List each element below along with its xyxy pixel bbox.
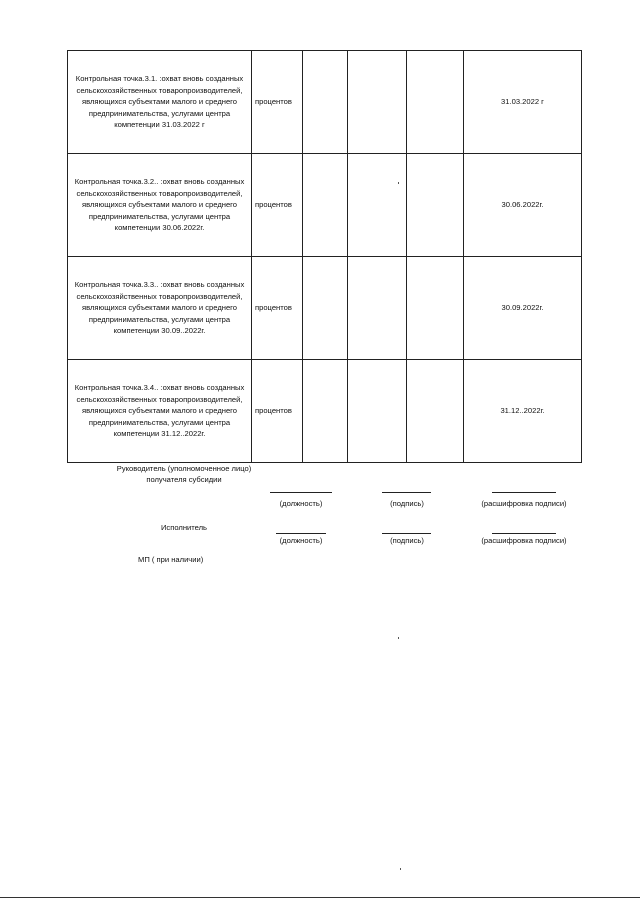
unit-cell: процентов	[252, 257, 303, 360]
head-label: Руководитель (уполномоченное лицо) получателя субсидии	[116, 464, 252, 484]
empty-cell	[348, 51, 407, 154]
decoding-caption: (расшифровка подписи)	[481, 536, 567, 545]
empty-cell	[303, 360, 348, 463]
empty-cell	[407, 257, 464, 360]
unit-cell: процентов	[252, 154, 303, 257]
date-cell: 31.03.2022 г	[464, 51, 582, 154]
position-caption: (должность)	[279, 536, 323, 545]
empty-cell	[407, 360, 464, 463]
table-row	[68, 360, 582, 463]
empty-cell	[303, 257, 348, 360]
unit-cell: процентов	[252, 51, 303, 154]
signature-caption: (подпись)	[390, 499, 424, 508]
decoding-line	[492, 533, 556, 534]
date-cell: 31.12..2022г.	[464, 360, 582, 463]
empty-cell	[407, 51, 464, 154]
empty-cell	[348, 360, 407, 463]
decoding-caption: (расшифровка подписи)	[481, 499, 567, 508]
empty-cell	[303, 51, 348, 154]
control-point-name: Контрольная точка.3.1. :охват вновь созданных сельскохозяйственных товаропроизводителей, являющихся субъектами малого и среднего предпринимательства, услугами центра компетенции 31.03.2022 г	[68, 51, 252, 154]
table-row	[68, 154, 582, 257]
position-line	[270, 492, 332, 493]
control-point-name: Контрольная точка.3.3.. :охват вновь созданных сельскохозяйственных товаропроизводителей, являющихся субъектами малого и среднего предпринимательства, услугами центра компетенции 30.09..2022г.	[68, 257, 252, 360]
scan-speck	[398, 182, 399, 184]
scan-speck	[400, 868, 401, 870]
executor-label: Исполнитель	[160, 523, 208, 532]
empty-cell	[407, 154, 464, 257]
table-row	[68, 51, 582, 154]
table-row	[68, 257, 582, 360]
position-line	[276, 533, 326, 534]
scan-speck	[398, 637, 399, 639]
bottom-edge-line	[0, 897, 640, 898]
date-cell: 30.06.2022г.	[464, 154, 582, 257]
decoding-line	[492, 492, 556, 493]
date-cell: 30.09.2022г.	[464, 257, 582, 360]
unit-cell: процентов	[252, 360, 303, 463]
signature-line	[382, 492, 431, 493]
empty-cell	[303, 154, 348, 257]
empty-cell	[348, 154, 407, 257]
empty-cell	[348, 257, 407, 360]
control-points-table	[67, 50, 582, 463]
signature-line	[382, 533, 431, 534]
stamp-label: МП ( при наличии)	[138, 555, 204, 564]
signature-caption: (подпись)	[390, 536, 424, 545]
position-caption: (должность)	[279, 499, 323, 508]
control-point-name: Контрольная точка.3.2.. :охват вновь созданных сельскохозяйственных товаропроизводителей, являющихся субъектами малого и среднего предпринимательства, услугами центра компетенции 30.06.2022г.	[68, 154, 252, 257]
control-point-name: Контрольная точка.3.4.. :охват вновь созданных сельскохозяйственных товаропроизводителей, являющихся субъектами малого и среднего предпринимательства, услугами центра компетенции 31.12..2022г.	[68, 360, 252, 463]
